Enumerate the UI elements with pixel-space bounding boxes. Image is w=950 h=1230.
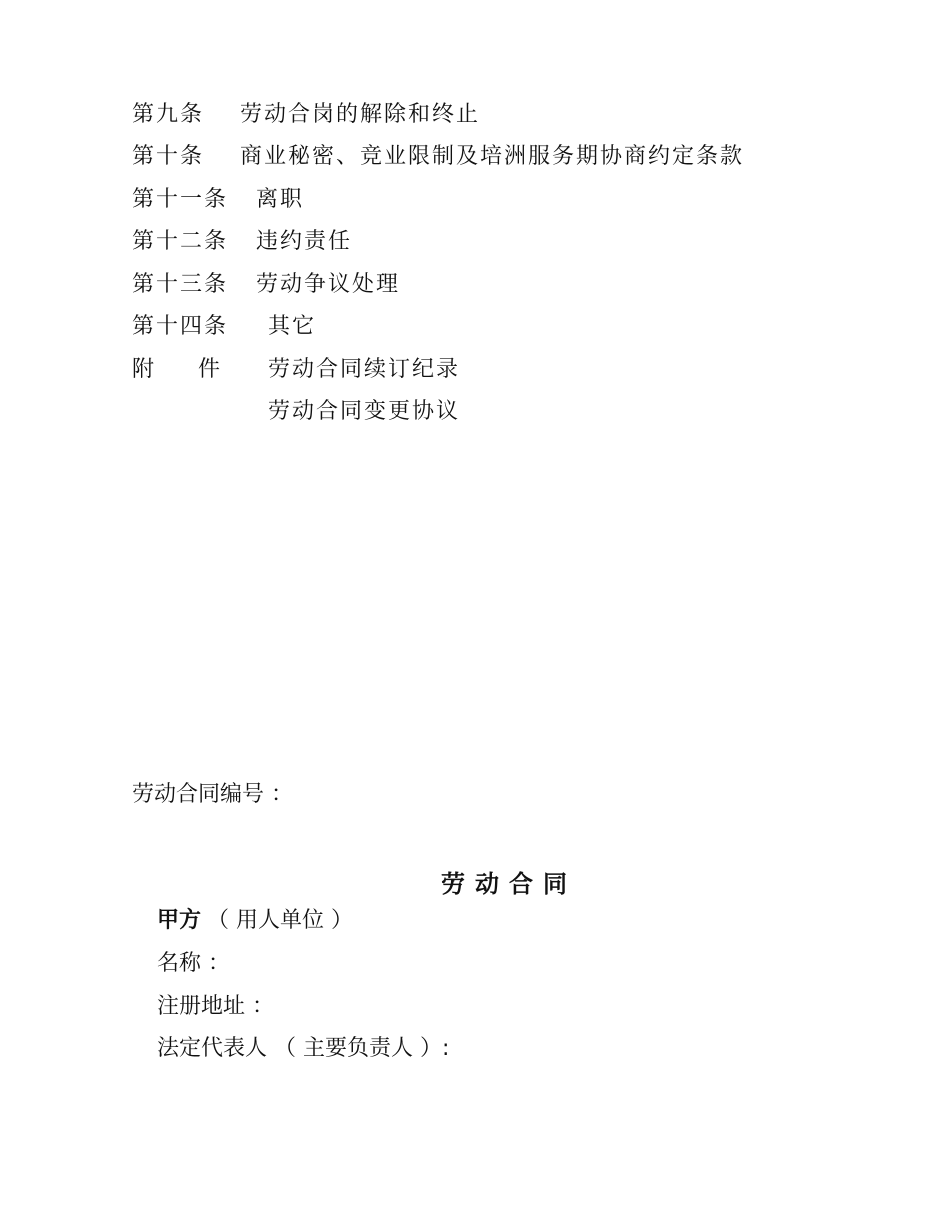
toc-text: 违约责任 <box>256 229 353 254</box>
toc-label: 第十一条 <box>132 187 229 212</box>
toc-text: 商业秘密、竞业限制及培洲服务期协商约定条款 <box>240 144 745 169</box>
toc-item <box>132 312 832 342</box>
toc-label: 第十二条 <box>132 229 229 254</box>
toc-label: 附 件 <box>132 357 221 382</box>
party-a-heading: 甲方 <box>157 908 202 933</box>
toc-item <box>132 355 832 385</box>
toc-text: 劳动合同变更协议 <box>268 399 461 424</box>
toc-text: 劳动争议处理 <box>256 272 401 297</box>
document-title: 劳动合同 <box>441 870 577 898</box>
toc-item <box>132 397 832 427</box>
toc-item <box>132 270 832 300</box>
party-a-address-label: 注册地址 ： <box>157 994 274 1019</box>
contract-number-label: 劳动合同编号 ： <box>132 782 293 807</box>
toc-item <box>132 100 832 130</box>
toc-item <box>132 185 832 215</box>
party-a-heading-note: （ 用人单位 ） <box>207 908 354 933</box>
toc-label: 第九条 <box>132 102 205 127</box>
party-a-name-label: 名称 ： <box>157 951 230 976</box>
toc-text: 其它 <box>268 314 317 339</box>
party-a-heading-line <box>157 906 353 936</box>
toc-item <box>132 142 832 172</box>
toc-item <box>132 227 832 257</box>
party-a-representative-label: 法定代表人 （ 主要负责人 ）: <box>157 1036 450 1061</box>
toc-text: 劳动合同续订纪录 <box>268 357 461 382</box>
toc-label: 第十条 <box>132 144 205 169</box>
toc-label: 第十三条 <box>132 272 229 297</box>
toc-text: 劳动合岗的解除和终止 <box>240 102 481 127</box>
toc-text: 离职 <box>256 187 305 212</box>
toc-label: 第十四条 <box>132 314 229 339</box>
